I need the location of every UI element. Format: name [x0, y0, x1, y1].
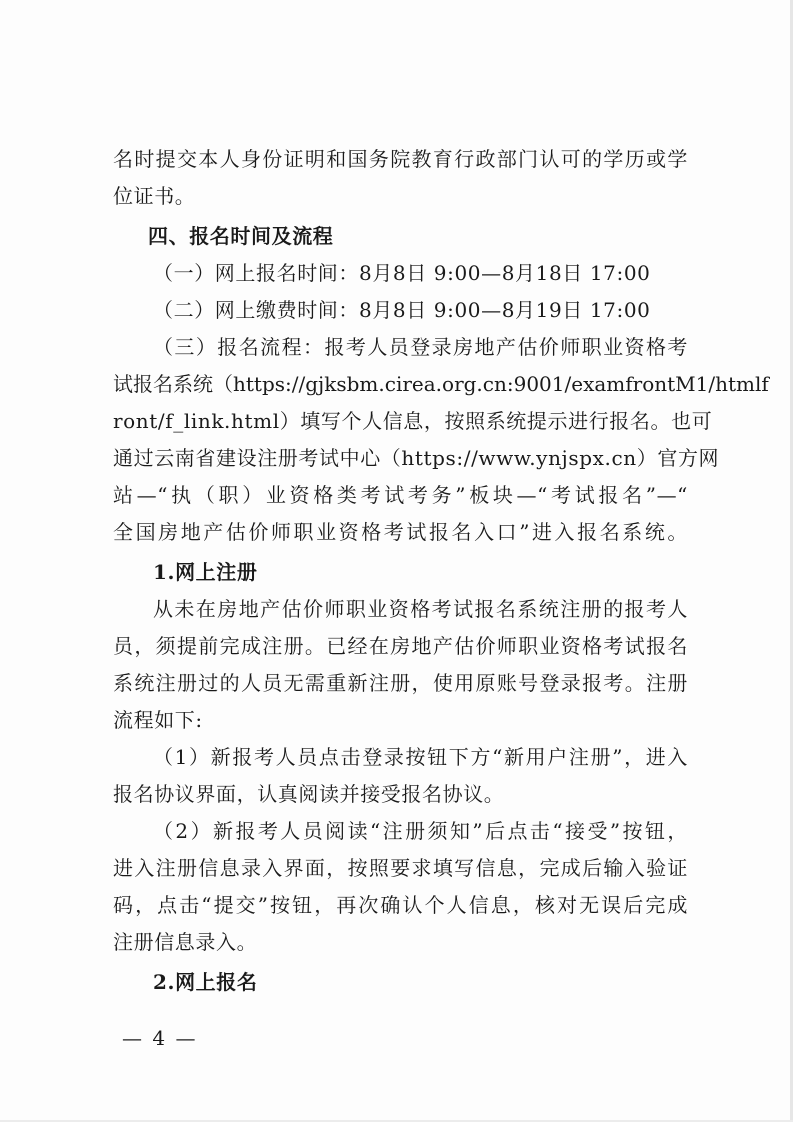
- paragraph-line: 站—“执（职）业资格类考试考务”板块—“考试报名”—“: [113, 483, 688, 507]
- paragraph-line: 进入注册信息录入界面，按照要求填写信息，完成后输入验证: [113, 856, 688, 880]
- paragraph-line: 系统注册过的人员无需重新注册，使用原账号登录报考。注册: [113, 671, 688, 695]
- paragraph-line: 名时提交本人身份证明和国务院教育行政部门认可的学历或学: [113, 147, 688, 171]
- paragraph-line: 注册信息录入。: [113, 930, 258, 954]
- page-number: — 4 —: [122, 1026, 198, 1050]
- paragraph-line: 位证书。: [113, 184, 196, 208]
- paragraph-line: 通过云南省建设注册考试中心（https://www.ynjspx.cn）官方网: [113, 446, 720, 470]
- subsection-heading: 2.网上报名: [153, 970, 258, 994]
- paragraph-line: （2）新报考人员阅读“注册须知”后点击“接受”按钮，: [153, 819, 688, 843]
- paragraph-line: 从未在房地产估价师职业资格考试报名系统注册的报考人: [153, 597, 688, 621]
- paragraph-line: 全国房地产估价师职业资格考试报名入口”进入报名系统。: [113, 520, 688, 544]
- paragraph-line: 员，须提前完成注册。已经在房地产估价师职业资格考试报名: [113, 634, 688, 658]
- paragraph-line: （1）新报考人员点击登录按钮下方“新用户注册”，进入: [153, 745, 688, 769]
- paragraph-line: （二）网上缴费时间：8月8日 9:00—8月19日 17:00: [153, 298, 651, 322]
- subsection-heading: 1.网上注册: [153, 560, 258, 584]
- paragraph-line: 码，点击“提交”按钮，再次确认个人信息，核对无误后完成: [113, 893, 688, 917]
- paragraph-line: ront/f_link.html）填写个人信息，按照系统提示进行报名。也可: [113, 409, 713, 433]
- section-heading: 四、报名时间及流程: [148, 224, 334, 248]
- paragraph-line: （一）网上报名时间：8月8日 9:00—8月18日 17:00: [153, 261, 651, 285]
- paragraph-line: 试报名系统（https://gjksbm.cirea.org.cn:9001/examfrontM1/htmlf: [113, 372, 769, 396]
- paragraph-line: 报名协议界面，认真阅读并接受报名协议。: [113, 782, 505, 806]
- paragraph-line: 流程如下:: [113, 708, 203, 732]
- paragraph-line: （三）报名流程：报考人员登录房地产估价师职业资格考: [153, 335, 688, 359]
